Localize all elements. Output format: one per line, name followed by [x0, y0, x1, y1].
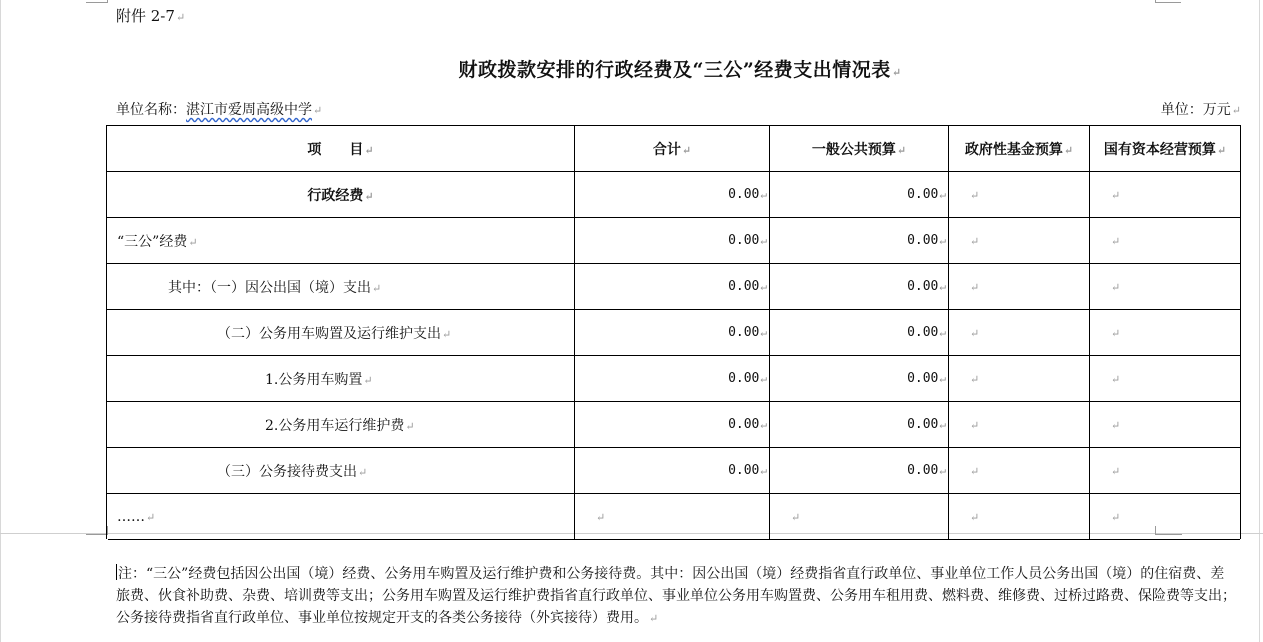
row-total: 0.00↵: [575, 356, 770, 402]
paragraph-mark-icon: ↵: [372, 281, 382, 295]
paragraph-mark-icon: ↵: [970, 418, 980, 432]
header-cell-fund-budget: 政府性基金预算↵: [949, 126, 1090, 172]
table-row: [107, 494, 1241, 540]
header-cell-general-budget: 一般公共预算↵: [770, 126, 949, 172]
row-item: “三公”经费↵: [107, 218, 575, 264]
paragraph-mark-icon: ↵: [939, 418, 946, 431]
paragraph-mark-icon: ↵: [760, 188, 767, 201]
paragraph-mark-icon: ↵: [760, 280, 767, 293]
row-item: （二）公务用车购置及运行维护支出↵: [107, 310, 575, 356]
table-row: [107, 264, 1241, 310]
paragraph-mark-icon: ↵: [364, 143, 374, 157]
row-total: 0.00↵: [575, 172, 770, 218]
header-cell-total: 合计↵: [575, 126, 770, 172]
row-general-budget: 0.00↵: [770, 356, 949, 402]
row-capital-budget: [1090, 448, 1241, 494]
row-capital-budget: [1090, 310, 1241, 356]
table-row: [107, 448, 1241, 494]
row-general-budget: 0.00↵: [770, 402, 949, 448]
row-general-budget: [770, 494, 949, 540]
row-general-budget: 0.00↵: [770, 172, 949, 218]
paragraph-mark-icon: ↵: [760, 418, 767, 431]
row-capital-budget: [1090, 494, 1241, 540]
attachment-label: [116, 5, 185, 26]
unit-label: [1161, 99, 1241, 119]
row-item: 1.公务用车购置↵: [107, 356, 575, 402]
paragraph-mark-icon: ↵: [1111, 418, 1121, 432]
row-total: [575, 494, 770, 540]
row-capital-budget: [1090, 264, 1241, 310]
paragraph-mark-icon: ↵: [970, 280, 980, 294]
table-header-row: [107, 126, 1241, 172]
row-total: 0.00↵: [575, 402, 770, 448]
paragraph-mark-icon: ↵: [939, 372, 946, 385]
paragraph-mark-icon: ↵: [939, 234, 946, 247]
paragraph-mark-icon: ↵: [760, 234, 767, 247]
row-fund-budget: [949, 448, 1090, 494]
paragraph-mark-icon: ↵: [1111, 234, 1121, 248]
page-title: [0, 55, 1263, 82]
paragraph-mark-icon: ↵: [791, 510, 801, 524]
paragraph-mark-icon: ↵: [313, 104, 323, 117]
crop-mark-bottom-left: [86, 526, 108, 535]
paragraph-mark-icon: ↵: [939, 280, 946, 293]
row-total: 0.00↵: [575, 448, 770, 494]
paragraph-mark-icon: ↵: [649, 612, 659, 625]
paragraph-mark-icon: ↵: [970, 234, 980, 248]
page-title-text: 财政拨款安排的行政经费及“三公”经费支出情况表: [458, 59, 891, 81]
paragraph-mark-icon: ↵: [681, 143, 692, 157]
row-general-budget: 0.00↵: [770, 264, 949, 310]
table-row: [107, 356, 1241, 402]
row-fund-budget: [949, 310, 1090, 356]
paragraph-mark-icon: ↵: [760, 464, 767, 477]
row-item: （三）公务接待费支出↵: [107, 448, 575, 494]
paragraph-mark-icon: ↵: [188, 235, 198, 249]
paragraph-mark-icon: ↵: [970, 372, 980, 386]
paragraph-mark-icon: ↵: [1111, 188, 1121, 202]
paragraph-mark-icon: ↵: [896, 143, 907, 157]
unit-name-line: [116, 99, 322, 119]
paragraph-mark-icon: ↵: [970, 510, 980, 524]
crop-mark-top-right: [1155, 0, 1181, 3]
row-general-budget: 0.00↵: [770, 310, 949, 356]
paragraph-mark-icon: ↵: [760, 372, 767, 385]
paragraph-mark-icon: ↵: [358, 465, 368, 479]
paragraph-mark-icon: ↵: [1063, 143, 1074, 157]
attachment-label-text: 附件 2-7: [116, 7, 175, 25]
table-bottom-rule: [108, 539, 1240, 540]
paragraph-mark-icon: ↵: [1216, 143, 1227, 157]
row-general-budget: 0.00↵: [770, 448, 949, 494]
row-item: 其中：（一）因公出国（境）支出↵: [107, 264, 575, 310]
row-item: 行政经费↵: [107, 172, 575, 218]
row-capital-budget: [1090, 356, 1241, 402]
crop-mark-top-left: [86, 0, 108, 3]
unit-name-label: 单位名称：: [116, 102, 186, 118]
unit-label-text: 单位：万元: [1160, 102, 1231, 118]
row-fund-budget: [949, 264, 1090, 310]
row-fund-budget: [949, 172, 1090, 218]
text-cursor: [116, 564, 117, 580]
paragraph-mark-icon: ↵: [405, 419, 415, 433]
unit-name-value: 湛江市爱周高级中学: [186, 102, 312, 118]
paragraph-mark-icon: ↵: [891, 66, 902, 79]
table-row: [107, 218, 1241, 264]
paragraph-mark-icon: ↵: [1111, 372, 1121, 386]
paragraph-mark-icon: ↵: [442, 327, 452, 341]
table-row: [107, 402, 1241, 448]
row-total: 0.00↵: [575, 310, 770, 356]
paragraph-mark-icon: ↵: [970, 464, 980, 478]
row-fund-budget: [949, 218, 1090, 264]
paragraph-mark-icon: ↵: [1111, 510, 1121, 524]
paragraph-mark-icon: ↵: [1111, 326, 1121, 340]
row-item: 2.公务用车运行维护费↵: [107, 402, 575, 448]
row-fund-budget: [949, 402, 1090, 448]
footnote: [116, 563, 1236, 630]
paragraph-mark-icon: ↵: [939, 326, 946, 339]
expense-table: [106, 125, 1241, 539]
paragraph-mark-icon: ↵: [970, 188, 980, 202]
paragraph-mark-icon: ↵: [1111, 280, 1121, 294]
page-edge-left: [0, 0, 1, 642]
table-row: [107, 310, 1241, 356]
header-cell-item: 项 目↵: [107, 126, 575, 172]
paragraph-mark-icon: ↵: [939, 188, 946, 201]
paragraph-mark-icon: ↵: [363, 373, 373, 387]
row-capital-budget: [1090, 172, 1241, 218]
paragraph-mark-icon: ↵: [596, 510, 606, 524]
paragraph-mark-icon: ↵: [364, 189, 374, 203]
paragraph-mark-icon: ↵: [146, 510, 156, 524]
paragraph-mark-icon: ↵: [1231, 104, 1241, 117]
row-capital-budget: [1090, 402, 1241, 448]
row-total: 0.00↵: [575, 264, 770, 310]
footnote-text: 注：“三公”经费包括因公出国（境）经费、公务用车购置及运行维护费和公务接待费。其中：因公出国（境）经费指省直行政单位、事业单位工作人员公务出国（境）的住宿费、差旅费、伙食补助费、杂费、培训费等支出；公务用车购置及运行维护费指省直行政单位、事业单位公务用车购置费、公务用车租用费、燃料费、维修费、过桥过路费、保险费等支出；公务接待费指省直行政单位、事业单位按规定开支的各类公务接待（外宾接待）费用。: [116, 566, 1236, 626]
paragraph-mark-icon: ↵: [970, 326, 980, 340]
paragraph-mark-icon: ↵: [175, 11, 186, 24]
paragraph-mark-icon: ↵: [760, 326, 767, 339]
row-fund-budget: [949, 494, 1090, 540]
row-item: ……↵: [107, 494, 575, 540]
row-general-budget: 0.00↵: [770, 218, 949, 264]
paragraph-mark-icon: ↵: [1111, 464, 1121, 478]
header-cell-capital-budget: 国有资本经营预算↵: [1090, 126, 1241, 172]
row-capital-budget: [1090, 218, 1241, 264]
table-row: [107, 172, 1241, 218]
page-edge-right: [1259, 0, 1260, 642]
paragraph-mark-icon: ↵: [939, 464, 946, 477]
row-total: 0.00↵: [575, 218, 770, 264]
row-fund-budget: [949, 356, 1090, 402]
